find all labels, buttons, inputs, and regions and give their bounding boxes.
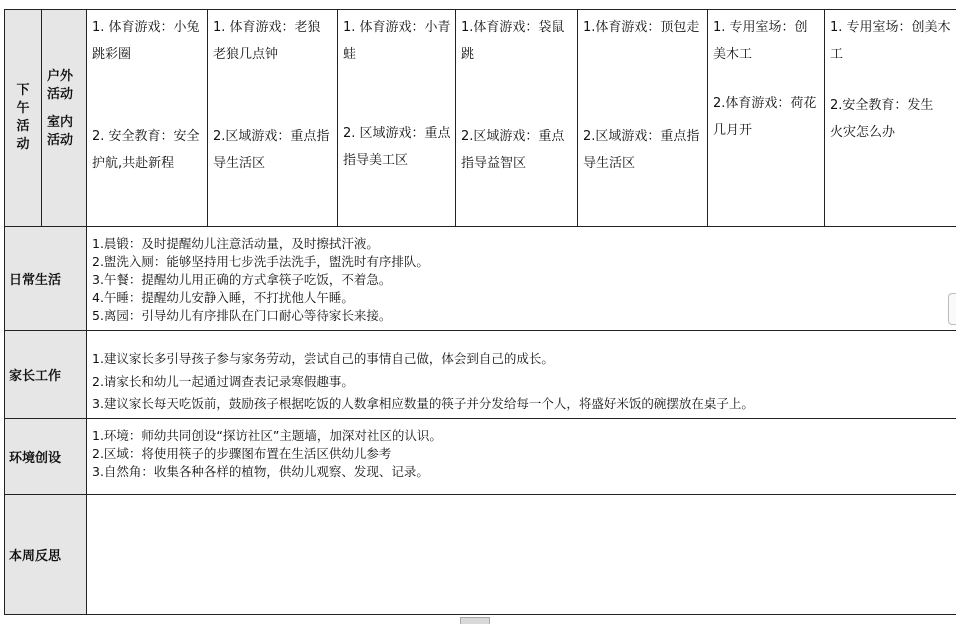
- weekly-plan-table: [4, 9, 956, 615]
- day-3-indoor: 2. 区域游戏：重点指导美工区: [343, 120, 451, 174]
- day-cell-5: [578, 10, 708, 227]
- environment-label: 环境创设: [5, 419, 87, 495]
- parent-work-row: [5, 331, 956, 419]
- day-cell-2: [208, 10, 338, 227]
- list-item: 3.午餐：提醒幼儿用正确的方式拿筷子吃饭，不着急。: [92, 271, 950, 289]
- day-cell-7: [825, 10, 956, 227]
- daily-life-content: [87, 227, 956, 331]
- list-item: 5.离园：引导幼儿有序排队在门口耐心等待家长来接。: [92, 307, 950, 325]
- day-5-indoor: 2.区域游戏：重点指导生活区: [583, 123, 703, 177]
- list-item: 3.建议家长每天吃饭前，鼓励孩子根据吃饭的人数拿相应数量的筷子并分发给每一个人，将盛好米饭的碗摆放在桌子上。: [92, 393, 950, 416]
- day-cell-4: [456, 10, 578, 227]
- reflection-row: [5, 495, 956, 615]
- list-item: 2.区域：将使用筷子的步骤图布置在生活区供幼儿参考: [92, 445, 950, 463]
- reflection-label: 本周反思: [5, 495, 87, 615]
- environment-content: [87, 419, 956, 495]
- day-3-outdoor: 1. 体育游戏：小青蛙: [343, 14, 451, 68]
- day-cell-3: [338, 10, 456, 227]
- list-item: 1.建议家长多引导孩子参与家务劳动，尝试自己的事情自己做，体会到自己的成长。: [92, 348, 950, 371]
- side-scroll-handle[interactable]: [948, 293, 956, 325]
- daily-life-label: 日常生活: [5, 227, 87, 331]
- day-cell-6: [708, 10, 825, 227]
- list-item: 1.晨锻：及时提醒幼儿注意活动量，及时擦拭汗液。: [92, 235, 950, 253]
- indoor-activities-label: 室内 活动: [47, 114, 86, 150]
- day-7-outdoor: 1. 专用室场：创美木工: [830, 14, 952, 68]
- day-6-indoor: 2.体育游戏：荷花几月开: [713, 90, 820, 144]
- day-7-indoor: 2.安全教育：发生火灾怎么办: [830, 92, 936, 146]
- day-5-outdoor: 1.体育游戏：顶包走: [583, 14, 703, 41]
- reflection-content[interactable]: [87, 495, 956, 615]
- outdoor-indoor-label: [42, 10, 87, 227]
- day-cell-1: [87, 10, 208, 227]
- outdoor-activities-label: 户外 活动: [47, 68, 86, 104]
- list-item: 4.午睡：提醒幼儿安静入睡，不打扰他人午睡。: [92, 289, 950, 307]
- list-item: 3.自然角：收集各种各样的植物，供幼儿观察、发现、记录。: [92, 463, 950, 481]
- day-1-outdoor: 1. 体育游戏：小兔跳彩圈: [92, 14, 203, 68]
- day-2-outdoor: 1. 体育游戏：老狼老狼几点钟: [213, 14, 333, 68]
- day-2-indoor: 2.区域游戏：重点指导生活区: [213, 123, 333, 177]
- daily-life-row: [5, 227, 956, 331]
- day-4-indoor: 2.区域游戏：重点指导益智区: [461, 123, 573, 177]
- afternoon-row: [5, 10, 956, 227]
- list-item: 2.请家长和幼儿一起通过调查表记录寒假趣事。: [92, 371, 950, 394]
- list-item: 1.环境：师幼共同创设“探访社区”主题墙，加深对社区的认识。: [92, 427, 950, 445]
- day-6-outdoor: 1. 专用室场：创美木工: [713, 14, 820, 68]
- parent-work-content: [87, 331, 956, 419]
- list-item: 2.盥洗入厕：能够坚持用七步洗手法洗手，盥洗时有序排队。: [92, 253, 950, 271]
- day-1-indoor: 2. 安全教育：安全护航,共赴新程: [92, 123, 203, 177]
- environment-row: [5, 419, 956, 495]
- parent-work-label: 家长工作: [5, 331, 87, 419]
- day-4-outdoor: 1.体育游戏：袋鼠跳: [461, 14, 573, 68]
- afternoon-activities-label: 下 午 活 动: [5, 10, 42, 227]
